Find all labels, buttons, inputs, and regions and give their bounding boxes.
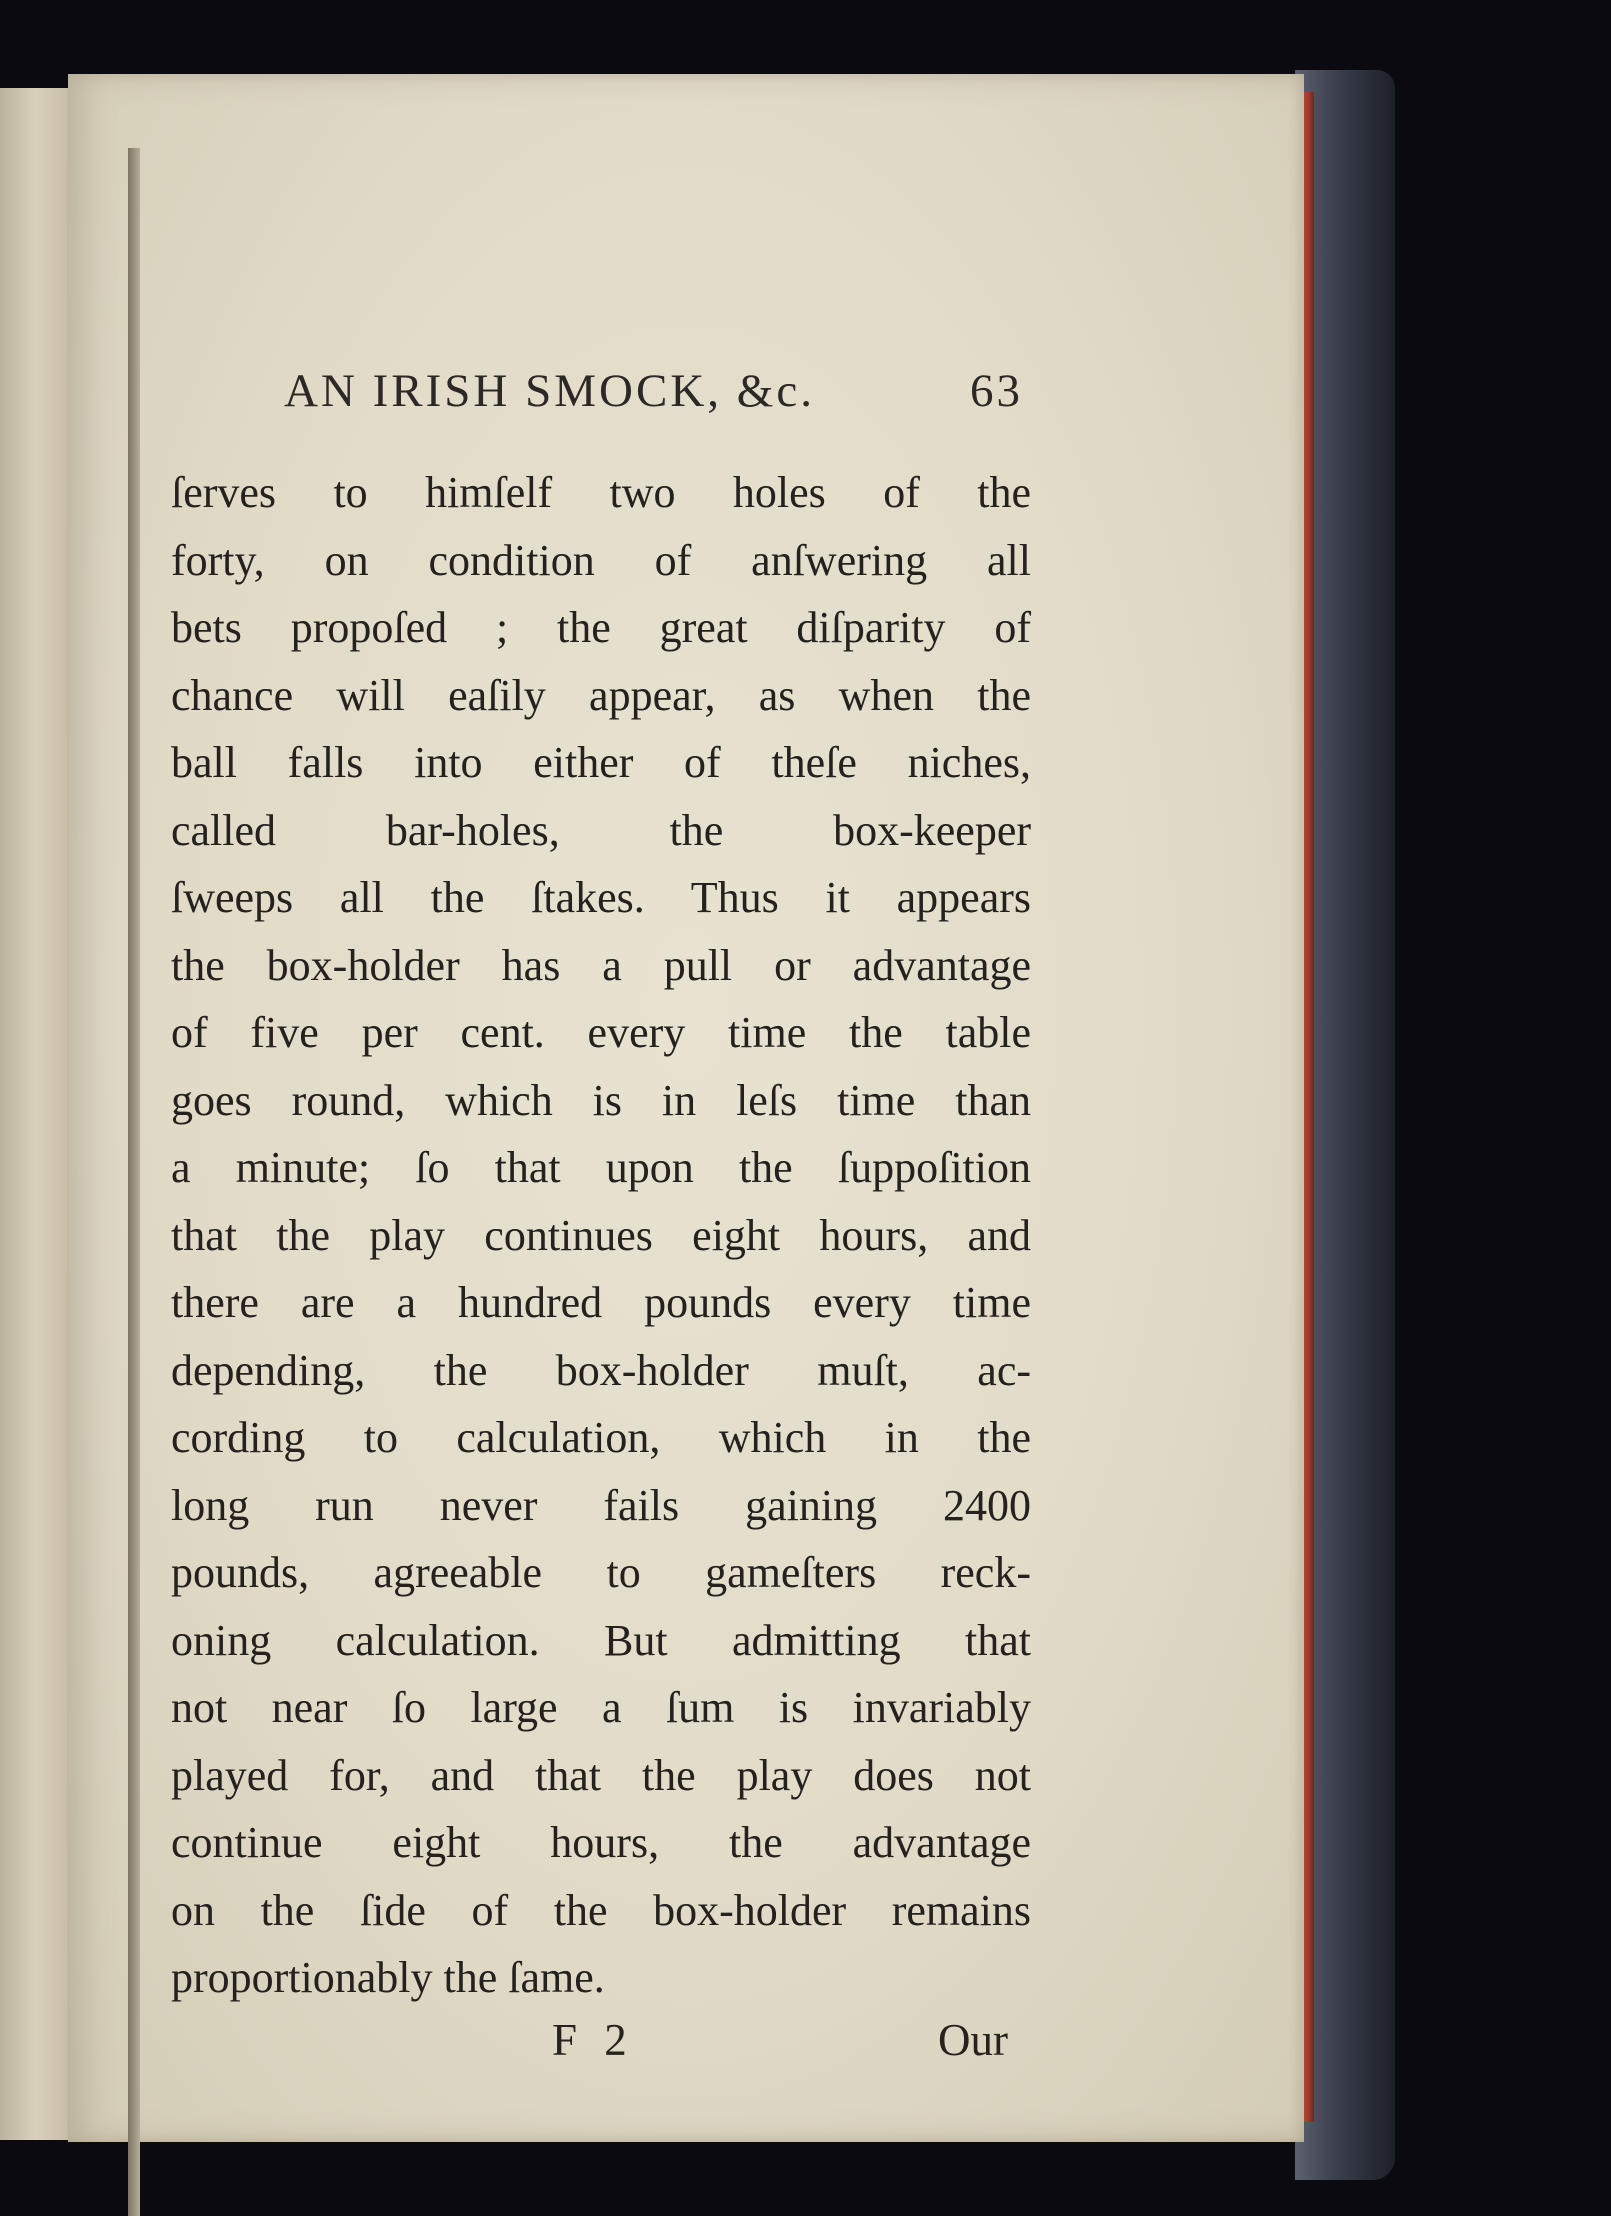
- text-line: called bar-holes, the box-keeper: [171, 805, 1031, 855]
- left-page-edge: [0, 88, 78, 2140]
- text-line: ſweeps all the ſtakes. Thus it appears: [171, 873, 1031, 922]
- text-line: on the ſide of the box-holder remains: [171, 1885, 1031, 1935]
- running-title: AN IRISH SMOCK, &c.: [284, 365, 815, 417]
- text-line: bets propoſed ; the great diſparity of: [171, 603, 1031, 652]
- body-text: [171, 459, 1031, 2012]
- text-line: depending, the box-holder muſt, ac-: [171, 1345, 1031, 1395]
- book-page: [68, 74, 1304, 2142]
- text-line: continue eight hours, the advantage: [171, 1818, 1031, 1867]
- text-line: proportionably the ſame.: [171, 1953, 605, 2002]
- text-line: oning calculation. But admitting that: [171, 1615, 1031, 1665]
- text-line: goes round, which is in leſs time than: [171, 1075, 1031, 1125]
- text-line: chance will eaſily appear, as when the: [171, 670, 1031, 720]
- text-line: forty, on condition of anſwering all: [171, 535, 1031, 585]
- text-line: ſerves to himſelf two holes of the: [171, 468, 1031, 517]
- text-line: the box-holder has a pull or advantage: [171, 940, 1031, 990]
- text-line: long run never fails gaining 2400: [171, 1480, 1031, 1530]
- text-line: pounds, agreeable to gameſters reck-: [171, 1548, 1031, 1597]
- text-line: not near ſo large a ſum is invariably: [171, 1683, 1031, 1732]
- page-number: 63: [970, 365, 1023, 417]
- text-line: there are a hundred pounds every time: [171, 1278, 1031, 1327]
- catchword: Our: [938, 2015, 1008, 2065]
- text-line: ball falls into either of theſe niches,: [171, 738, 1031, 787]
- text-line: of five per cent. every time the table: [171, 1008, 1031, 1057]
- text-line: cording to calculation, which in the: [171, 1413, 1031, 1462]
- text-line: played for, and that the play does not: [171, 1750, 1031, 1800]
- gutter: [128, 148, 140, 2216]
- text-line: a minute; ſo that upon the ſuppoſition: [171, 1143, 1031, 1192]
- text-line: that the play continues eight hours, and: [171, 1210, 1031, 1260]
- signature-mark: F 2: [552, 2015, 635, 2065]
